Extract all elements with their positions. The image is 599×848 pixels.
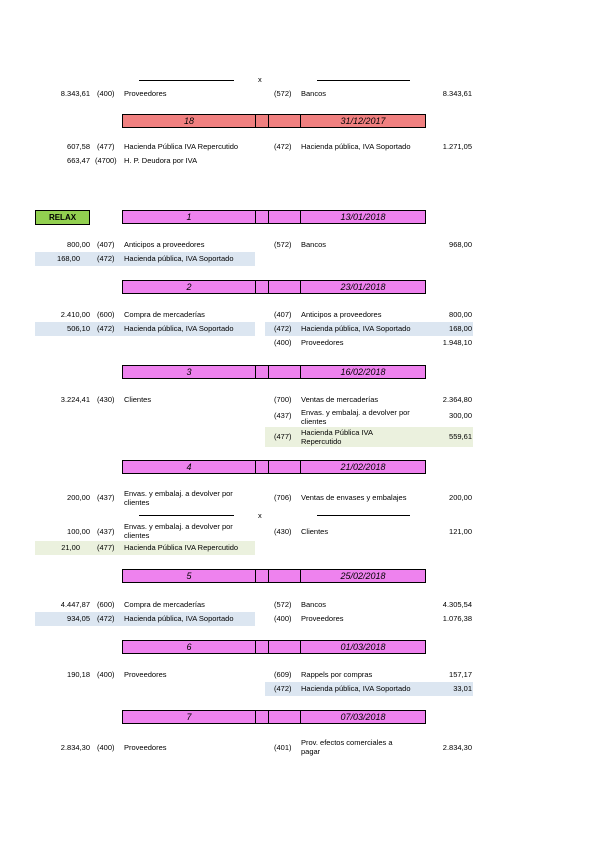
- entry-date: 23/01/2018: [340, 282, 386, 292]
- credit-amount: 2.834,30: [442, 743, 472, 752]
- credit-account: Prov. efectos comerciales a pagar: [301, 738, 393, 756]
- debit-amount: 2.410,00: [60, 310, 90, 319]
- debit-amount: 663,47: [67, 156, 90, 165]
- entry-number: 6: [186, 642, 192, 652]
- debit-account: Hacienda Pública IVA Repercutido: [124, 142, 239, 151]
- credit-code: (477): [274, 432, 292, 441]
- credit-code: (572): [274, 240, 292, 249]
- credit-account: Proveedores: [301, 338, 344, 347]
- entry-number: 3: [186, 367, 192, 377]
- separator-mark: x: [258, 75, 262, 84]
- credit-code: (706): [274, 493, 292, 502]
- entry-number: 7: [186, 712, 192, 722]
- debit-amount: 168,00: [57, 254, 80, 263]
- credit-amount: 2.364,80: [442, 395, 472, 404]
- entry-date: 07/03/2018: [340, 712, 386, 722]
- debit-amount: 190,18: [67, 670, 90, 679]
- credit-amount: 968,00: [449, 240, 472, 249]
- entry-date: 01/03/2018: [340, 642, 386, 652]
- debit-account: Hacienda Pública IVA Repercutido: [124, 543, 239, 552]
- debit-code: (437): [97, 527, 115, 536]
- credit-code: (572): [274, 89, 292, 98]
- separator-line-left: [139, 80, 234, 81]
- separator-mark: x: [258, 511, 262, 520]
- credit-amount: 8.343,61: [442, 89, 472, 98]
- entry-header-1: [122, 210, 426, 224]
- debit-account: Hacienda pública, IVA Soportado: [124, 614, 234, 623]
- credit-code: (700): [274, 395, 292, 404]
- credit-code: (430): [274, 527, 292, 536]
- credit-account: Envas. y embalaj. a devolver por clientes: [301, 408, 410, 426]
- credit-amount: 1.271,05: [442, 142, 472, 151]
- debit-code: (472): [97, 324, 115, 333]
- entry-number: 2: [186, 282, 192, 292]
- credit-code: (609): [274, 670, 292, 679]
- credit-amount: 157,17: [449, 670, 472, 679]
- debit-code: (437): [97, 493, 115, 502]
- debit-code: (600): [97, 600, 115, 609]
- debit-account: Compra de mercaderías: [124, 310, 205, 319]
- credit-code: (472): [274, 684, 292, 693]
- debit-code: (472): [97, 614, 115, 623]
- credit-code: (472): [274, 142, 292, 151]
- debit-account: Hacienda pública, IVA Soportado: [124, 254, 234, 263]
- credit-code: (401): [274, 743, 292, 752]
- debit-code: (407): [97, 240, 115, 249]
- debit-account: H. P. Deudora por IVA: [124, 156, 198, 165]
- entry-number: 4: [186, 462, 192, 472]
- credit-code: (407): [274, 310, 292, 319]
- debit-code: (477): [97, 543, 115, 552]
- debit-account: Hacienda pública, IVA Soportado: [124, 324, 234, 333]
- debit-amount: 934,05: [67, 614, 90, 623]
- debit-amount: 8.343,61: [60, 89, 90, 98]
- debit-account: Proveedores: [124, 670, 167, 679]
- credit-account: Ventas de mercaderías: [301, 395, 379, 404]
- credit-amount: 168,00: [449, 324, 472, 333]
- credit-code: (572): [274, 600, 292, 609]
- credit-amount: 121,00: [449, 527, 472, 536]
- credit-account: Proveedores: [301, 614, 344, 623]
- debit-code: (4700): [95, 156, 117, 165]
- credit-amount: 1.948,10: [442, 338, 472, 347]
- debit-amount: 4.447,87: [60, 600, 90, 609]
- credit-account: Hacienda pública, IVA Soportado: [301, 142, 411, 151]
- debit-account: Proveedores: [124, 89, 167, 98]
- entry-number: 5: [186, 571, 192, 581]
- credit-account: Bancos: [301, 600, 327, 609]
- entry-date: 13/01/2018: [340, 212, 386, 222]
- entry-header-3: [122, 365, 426, 379]
- credit-code: (472): [274, 324, 292, 333]
- debit-code: (400): [97, 670, 115, 679]
- credit-account: Anticipos a proveedores: [301, 310, 382, 319]
- debit-code: (430): [97, 395, 115, 404]
- debit-account: Envas. y embalaj. a devolver por clientes: [124, 489, 233, 507]
- relax-label: RELAX: [35, 210, 90, 225]
- debit-amount: 2.834,30: [60, 743, 90, 752]
- debit-account: Envas. y embalaj. a devolver por clientes: [124, 522, 233, 540]
- debit-account: Anticipos a proveedores: [124, 240, 205, 249]
- credit-amount: 33,01: [453, 684, 472, 693]
- credit-account: Hacienda pública, IVA Soportado: [301, 324, 411, 333]
- debit-amount: 506,10: [67, 324, 90, 333]
- separator-line-right: [317, 80, 410, 81]
- credit-account: Hacienda pública, IVA Soportado: [301, 684, 411, 693]
- credit-amount: 1.076,38: [442, 614, 472, 623]
- credit-account: Clientes: [301, 527, 329, 536]
- debit-code: (400): [97, 89, 115, 98]
- debit-amount: 100,00: [67, 527, 90, 536]
- entry-date: 16/02/2018: [340, 367, 386, 377]
- entry-date: 21/02/2018: [340, 462, 386, 472]
- debit-account: Compra de mercaderías: [124, 600, 205, 609]
- debit-account: Proveedores: [124, 743, 167, 752]
- separator-line-right: [317, 515, 410, 516]
- debit-amount: 607,58: [67, 142, 90, 151]
- entry-header-18: [122, 114, 426, 128]
- credit-account: Bancos: [301, 240, 327, 249]
- entry-number: 18: [183, 116, 194, 126]
- entry-header-2: [122, 280, 426, 294]
- entry-header-5: [122, 569, 426, 583]
- entry-date: 25/02/2018: [340, 571, 386, 581]
- entry-header-4: [122, 460, 426, 474]
- credit-amount: 300,00: [449, 411, 472, 420]
- separator-line-left: [139, 515, 234, 516]
- credit-amount: 4.305,54: [442, 600, 472, 609]
- debit-amount: 200,00: [67, 493, 90, 502]
- credit-code: (400): [274, 338, 292, 347]
- credit-account: Hacienda Pública IVA Repercutido: [301, 428, 373, 446]
- credit-amount: 559,61: [449, 432, 472, 441]
- debit-account: Clientes: [124, 395, 152, 404]
- entry-number: 1: [186, 212, 192, 222]
- entry-header-7: [122, 710, 426, 724]
- debit-amount: 800,00: [67, 240, 90, 249]
- debit-code: (600): [97, 310, 115, 319]
- credit-amount: 800,00: [449, 310, 472, 319]
- credit-code: (400): [274, 614, 292, 623]
- debit-code: (477): [97, 142, 115, 151]
- credit-code: (437): [274, 411, 292, 420]
- debit-amount: 3.224,41: [60, 395, 90, 404]
- debit-amount: 21,00: [61, 543, 80, 552]
- credit-amount: 200,00: [449, 493, 472, 502]
- credit-account: Rappels por compras: [301, 670, 373, 679]
- credit-account: Ventas de envases y embalajes: [301, 493, 407, 502]
- debit-code: (472): [97, 254, 115, 263]
- entry-header-6: [122, 640, 426, 654]
- credit-account: Bancos: [301, 89, 327, 98]
- entry-date: 31/12/2017: [340, 116, 386, 126]
- debit-code: (400): [97, 743, 115, 752]
